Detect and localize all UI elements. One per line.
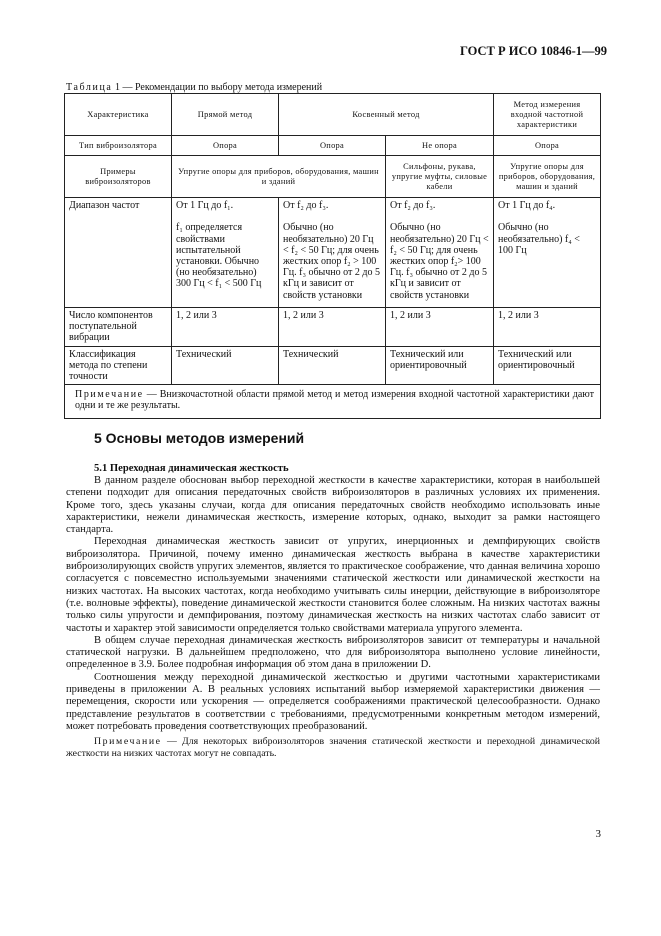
header-characteristic: Характеристика <box>65 94 172 136</box>
type-direct: Опора <box>172 136 279 156</box>
range-direct: От 1 Гц до f₁. f₁ определяется свойствами испытательной установки. Обычно (но необязательно) 300 Гц < f₁ < 500 Гц <box>172 198 279 308</box>
table-caption <box>66 82 322 93</box>
methods-table <box>64 93 601 419</box>
paragraph: В данном разделе обоснован выбор переходной жесткости в качестве характеристики, которая в наибольшей степени подходит для описания передаточных свойств виброизоляторов в различных условиях их применения. Кроме того, здесь указаны случаи, когда для описания передаточных свойств необходимо использовать иные характеристики, нежели динамическая жесткость, измерение которых, однако, выходит за рамки настоящего стандарта. <box>66 475 600 536</box>
classification-row <box>65 346 601 385</box>
type-indirect-nonsupport: Не опора <box>386 136 494 156</box>
class-indirect-support: Технический <box>279 346 386 385</box>
section-note-text: — Для некоторых виброизоляторов значения статической жесткости и переходной динамической жесткости на низких частотах могут не совпадать. <box>66 736 600 759</box>
components-indirect-support: 1, 2 или 3 <box>279 308 386 347</box>
components-row <box>65 308 601 347</box>
subsection-title: 5.1 Переходная динамическая жесткость <box>94 463 289 474</box>
table-note-text: — Внизкочастотной области прямой метод и метод измерения входной частотной характеристики дают одни и те же результаты. <box>75 389 595 412</box>
header-indirect-method: Косвенный метод <box>279 94 494 136</box>
class-indirect-nonsupport: Технический или ориентировочный <box>386 346 494 385</box>
examples-bellows: Сильфоны, рукава, упругие муфты, силовые кабели <box>386 156 494 198</box>
table-caption-prefix: Таблица <box>66 82 113 93</box>
class-direct: Технический <box>172 346 279 385</box>
examples-label: Примеры виброизоляторов <box>65 156 172 198</box>
document-code: ГОСТ Р ИСО 10846-1—99 <box>459 44 607 58</box>
type-row <box>65 136 601 156</box>
class-input: Технический или ориентировочный <box>494 346 601 385</box>
components-input: 1, 2 или 3 <box>494 308 601 347</box>
type-label: Тип виброизолятора <box>65 136 172 156</box>
class-label: Классификация метода по степени точности <box>65 346 172 385</box>
header-direct-method: Прямой метод <box>172 94 279 136</box>
range-input: От 1 Гц до f₄. Обычно (но необязательно) f₄ < 100 Гц <box>494 198 601 308</box>
section-note-label: Примечание <box>94 736 162 748</box>
range-label: Диапазон частот <box>65 198 172 308</box>
components-direct: 1, 2 или 3 <box>172 308 279 347</box>
section-note <box>66 736 600 759</box>
examples-row <box>65 156 601 198</box>
frequency-range-row <box>65 198 601 308</box>
table-caption-text: 1 — Рекомендации по выбору метода измерений <box>112 82 323 93</box>
header-input-method: Метод измерения входной частотной характеристики <box>494 94 601 136</box>
paragraph: Соотношения между переходной динамической жесткостью и другими частотными характеристиками приведены в приложении А. В реальных условиях испытаний выбор измеряемой характеристики движения — перемещения, скорости или ускорения — определяется соображениями практической целесообразности. Однако представление результатов в соответствии с требованиями, предусмотренными конкретным методом измерений, может потребовать проведения соответствующих преобразований. <box>66 671 600 732</box>
type-indirect-support: Опора <box>279 136 386 156</box>
table-note-row <box>65 385 601 418</box>
table-note <box>65 385 601 418</box>
type-input: Опора <box>494 136 601 156</box>
range-indirect-nonsupport: От f₂ до f₃. Обычно (но необязательно) 20 Гц < f₂ < 50 Гц; для очень жестких опор f₂> 100 Гц. f₃ обычно от 2 до 5 кГц и зависит от свойств установки <box>386 198 494 308</box>
components-label: Число компонентов поступательной вибрации <box>65 308 172 347</box>
paragraph: В общем случае переходная динамическая жесткость виброизоляторов зависит от температуры и начальной статической нагрузки. В дальнейшем предположено, что для виброизолятора выполнено условие линейности, определенное в 3.9. Более подробная информация об этом дана в приложении D. <box>66 634 600 671</box>
section-body <box>66 475 600 759</box>
table-note-label: Примечание <box>75 389 144 401</box>
examples-input: Упругие опоры для приборов, оборудования, машин и зданий <box>494 156 601 198</box>
components-indirect-nonsupport: 1, 2 или 3 <box>386 308 494 347</box>
examples-supports: Упругие опоры для приборов, оборудования, машин и зданий <box>172 156 386 198</box>
page-number: 3 <box>595 828 601 840</box>
section-title: 5 Основы методов измерений <box>94 430 305 446</box>
table-header-row <box>65 94 601 136</box>
range-indirect-support: От f₂ до f₃. Обычно (но необязательно) 20 Гц < f₂ < 50 Гц; для очень жестких опор f₂ > 100 Гц. f₃ обычно от 2 до 5 кГц и зависит от свойств установки <box>279 198 386 308</box>
paragraph: Переходная динамическая жесткость зависит от упругих, инерционных и демпфирующих свойств виброизолятора. Причиной, почему именно динамическая жесткость выбрана в качестве характеристики виброизолирующих свойств упругих элементов, является то практическое соображение, что данная величина хорошо согласуется с повсеместно используемыми значениями статической жесткости или динамической жесткости на низких частотах. На высоких частотах, когда необходимо учитывать силы инерции, действующие в виброизоляторе (т.е. волновые эффекты), поведение динамической жесткости становится более сложным. На низких частотах важны только силы упругости и демпфирования, поэтому динамическая жесткость на низких частотах слабо зависит от частоты и характер этой зависимости определяется только свойствами материала упругого элемента. <box>66 536 600 634</box>
